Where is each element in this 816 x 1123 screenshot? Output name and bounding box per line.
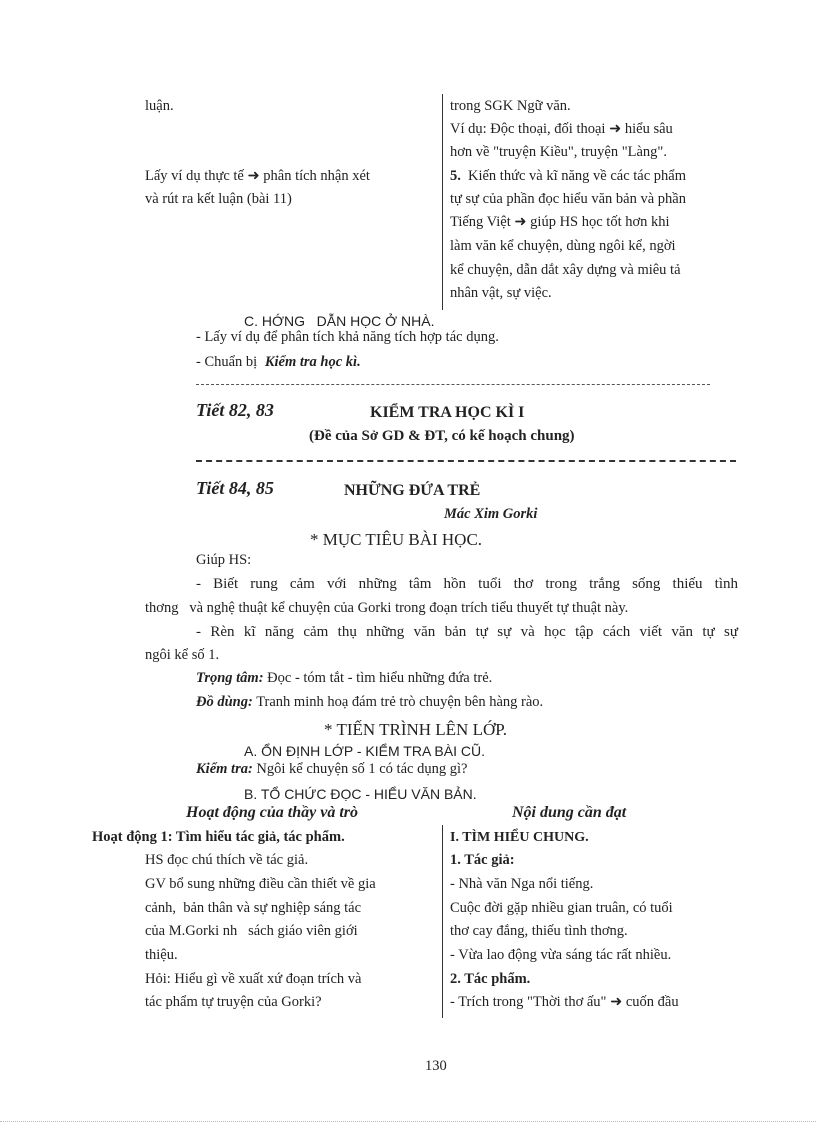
top-right-line6: Tiếng Việt ➜ giúp HS học tốt hơn khi (450, 214, 670, 230)
lesson-82-tiet: Tiết 82, 83 (196, 400, 274, 420)
right-sub2: 2. Tác phẩm. (450, 971, 531, 987)
left-line1: HS đọc chú thích về tác giả. (145, 852, 309, 868)
trong-tam (196, 670, 492, 687)
top-table-divider (442, 94, 443, 310)
kiem-tra-text: Ngôi kể chuyện số 1 có tác dụng gì? (256, 761, 468, 777)
objective-2-line2: ngôi kể số 1. (145, 647, 220, 663)
top-right-line4: Kiến thức và kĩ năng về các tác phẩm (468, 168, 687, 184)
kiem-tra (196, 761, 467, 778)
right-line1: - Nhà văn Nga nổi tiếng. (450, 876, 594, 892)
lesson-82-title: KIỂM TRA HỌC KÌ I (370, 404, 525, 421)
process-heading: * TIẾN TRÌNH LÊN LỚP. (324, 720, 508, 739)
kiem-tra-label: Kiểm tra: (196, 761, 253, 777)
left-line4: của M.Gorki nh sách giáo viên giới (145, 923, 358, 939)
section-c-line2-prefix: - Chuẩn bị (196, 354, 258, 370)
section-c-line2 (196, 354, 361, 371)
right-line3: thơ cay đắng, thiếu tình thơng. (450, 923, 628, 939)
table-header-right: Nội dung cần đạt (512, 804, 627, 821)
section-b-heading: B. TỔ CHỨC ĐỌC - HIỂU VĂN BẢN. (244, 786, 477, 802)
top-right-line1: trong SGK Ngữ văn. (450, 98, 571, 114)
activity-1: Hoạt động 1: Tìm hiểu tác giả, tác phẩm. (92, 829, 345, 845)
separator-2 (196, 460, 736, 462)
page-bottom-border (0, 1121, 816, 1122)
section-c-line1: - Lấy ví dụ để phân tích khả năng tích hợp tác dụng. (196, 329, 499, 345)
left-line7: tác phẩm tự truyện của Gorki? (145, 994, 322, 1010)
giup-hs: Giúp HS: (196, 552, 252, 568)
top-right-line8: kể chuyện, dẫn dắt xây dựng và miêu tả (450, 262, 681, 278)
right-line2: Cuộc đời gặp nhiều gian truân, có tuổi (450, 900, 673, 916)
trong-tam-text: Đọc - tóm tắt - tìm hiểu những đứa trẻ. (267, 670, 493, 686)
lesson-84-tiet: Tiết 84, 85 (196, 478, 274, 498)
lesson-84-title: NHỮNG ĐỨA TRẺ (344, 482, 481, 499)
left-line6: Hỏi: Hiểu gì về xuất xứ đoạn trích và (145, 971, 362, 987)
left-line3: cảnh, bản thân và sự nghiệp sáng tác (145, 900, 362, 916)
bottom-table-divider (442, 825, 443, 1018)
top-left-row2-line2: và rút ra kết luận (bài 11) (145, 191, 292, 207)
separator-1 (196, 384, 710, 385)
top-right-item5-number: 5. (450, 168, 461, 184)
right-line5: - Trích trong "Thời thơ ấu" ➜ cuốn đầu (450, 994, 679, 1010)
objective-1-line1: - Biết rung cảm với những tâm hồn tuổi thơ trong trắng sống thiếu tình (196, 576, 738, 592)
do-dung-label: Đồ dùng: (196, 694, 253, 710)
right-heading: I. TÌM HIỂU CHUNG. (450, 830, 589, 845)
top-left-row1: luận. (145, 98, 174, 114)
section-a-heading: A. ỔN ĐỊNH LỚP - KIỂM TRA BÀI CŨ. (244, 743, 485, 759)
objectives-heading: * MỤC TIÊU BÀI HỌC. (310, 530, 483, 549)
top-right-line3: hơn về "truyện Kiều", truyện "Làng". (450, 144, 667, 160)
right-line4: - Vừa lao động vừa sáng tác rất nhiều. (450, 947, 672, 963)
section-c-line2-bold: Kiểm tra học kì. (264, 354, 361, 370)
table-header-left: Hoạt động của thầy và trò (186, 804, 359, 821)
top-right-line5: tự sự của phần đọc hiểu văn bản và phần (450, 191, 686, 207)
left-line5: thiệu. (145, 947, 178, 963)
page-number: 130 (425, 1058, 447, 1074)
top-right-line7: làm văn kể chuyện, dùng ngôi kể, ngời (450, 238, 676, 254)
section-c-heading: C. HỚNG DẪN HỌC Ở NHÀ. (244, 313, 435, 329)
right-sub1: 1. Tác giả: (450, 852, 515, 868)
do-dung-text: Tranh minh hoạ đám trẻ trò chuyện bên hàng rào. (256, 694, 544, 710)
lesson-82-subtitle: (Đề của Sở GD & ĐT, có kế hoạch chung) (309, 428, 575, 444)
left-line2: GV bổ sung những điều cần thiết về gia (145, 876, 376, 892)
objective-1-line2: thơng và nghệ thuật kể chuyện của Gorki trong đoạn trích tiểu thuyết tự thuật này. (145, 600, 629, 616)
top-right-line2: Ví dụ: Độc thoại, đối thoại ➜ hiểu sâu (450, 121, 673, 137)
trong-tam-label: Trọng tâm: (196, 670, 264, 686)
lesson-84-author: Mác Xim Gorki (444, 506, 538, 522)
objective-2-line1: - Rèn kĩ năng cảm thụ những văn bản tự sự và học tập cách viết văn tự sự (196, 624, 738, 640)
do-dung (196, 694, 543, 711)
top-right-line9: nhân vật, sự việc. (450, 285, 552, 301)
top-left-row2-line1: Lấy ví dụ thực tế ➜ phân tích nhận xét (145, 168, 370, 184)
